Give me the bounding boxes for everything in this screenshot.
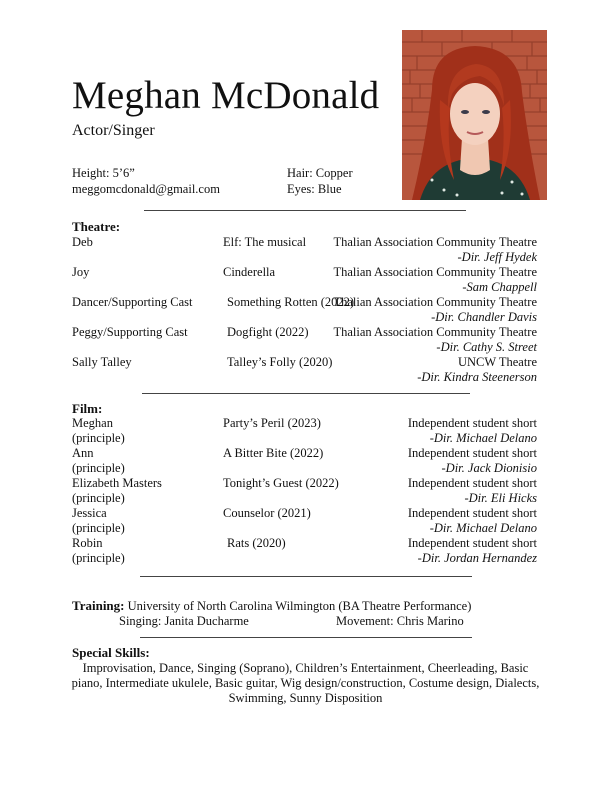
film-role-type: (principle): [72, 431, 125, 445]
theatre-company: Thalian Association Community Theatre: [333, 235, 537, 249]
film-director: -Dir. Michael Delano: [429, 521, 537, 535]
training-line: [72, 598, 471, 614]
theatre-show: Talley’s Folly (2020): [227, 355, 333, 369]
skills-line: piano, Intermediate ukulele, Basic guitar, Wig design/construction, Costume design, Dialects,: [71, 676, 540, 690]
film-company: Independent student short: [407, 446, 537, 460]
theatre-role: Dancer/Supporting Cast: [72, 295, 193, 309]
theatre-company: Thalian Association Community Theatre: [333, 325, 537, 339]
theatre-show: Something Rotten (2022): [227, 295, 355, 309]
film-company: Independent student short: [407, 536, 537, 550]
theatre-role: Sally Talley: [72, 355, 132, 369]
email-text: meggomcdonald@gmail.com: [72, 182, 220, 196]
film-role: Meghan: [72, 416, 113, 430]
film-role: Elizabeth Masters: [72, 476, 162, 490]
film-director: -Dir. Jack Dionisio: [441, 461, 537, 475]
film-title: Party’s Peril (2023): [223, 416, 321, 430]
training-movement: Movement: Chris Marino: [336, 614, 464, 628]
film-company: Independent student short: [407, 416, 537, 430]
film-company: Independent student short: [407, 506, 537, 520]
theatre-director: -Sam Chappell: [462, 280, 537, 294]
theatre-director: -Dir. Kindra Steenerson: [417, 370, 537, 384]
skills-line: Improvisation, Dance, Singing (Soprano), Children’s Entertainment, Cheerleading, Basic: [82, 661, 529, 675]
theatre-role: Peggy/Supporting Cast: [72, 325, 188, 339]
film-heading: Film:: [72, 401, 103, 416]
film-title: Tonight’s Guest (2022): [223, 476, 339, 490]
theatre-show: Elf: The musical: [223, 235, 307, 249]
film-title: Rats (2020): [227, 536, 286, 550]
film-role-type: (principle): [72, 551, 125, 565]
film-director: -Dir. Jordan Hernandez: [417, 551, 537, 565]
training-heading: Training:: [72, 598, 125, 613]
film-role: Ann: [72, 446, 94, 460]
film-role: Robin: [72, 536, 103, 550]
training-singing: Singing: Janita Ducharme: [119, 614, 249, 628]
divider-film: [140, 576, 472, 577]
divider-training: [140, 637, 472, 638]
film-role: Jessica: [72, 506, 107, 520]
headshot-photo: [402, 30, 547, 200]
film-role-type: (principle): [72, 491, 125, 505]
divider-theatre: [142, 393, 470, 394]
actor-subtitle: Actor/Singer: [72, 122, 155, 139]
theatre-director: -Dir. Cathy S. Street: [436, 340, 537, 354]
theatre-show: Cinderella: [223, 265, 276, 279]
eyes-stat: Eyes: Blue: [287, 182, 342, 196]
theatre-director: -Dir. Chandler Davis: [431, 310, 537, 324]
film-title: A Bitter Bite (2022): [223, 446, 324, 460]
theatre-director: -Dir. Jeff Hydek: [457, 250, 537, 264]
film-director: -Dir. Eli Hicks: [464, 491, 537, 505]
skills-heading: Special Skills:: [72, 645, 150, 660]
actor-name: Meghan McDonald: [72, 74, 380, 117]
theatre-company: UNCW Theatre: [457, 355, 537, 369]
theatre-heading: Theatre:: [72, 219, 121, 234]
divider-header: [144, 210, 466, 211]
height-stat: Height: 5’6”: [72, 166, 135, 180]
theatre-role: Deb: [72, 235, 93, 249]
theatre-show: Dogfight (2022): [227, 325, 309, 339]
theatre-role: Joy: [72, 265, 90, 279]
skills-line: Swimming, Sunny Disposition: [228, 691, 383, 705]
training-school: University of North Carolina Wilmington (BA Theatre Performance): [127, 599, 472, 613]
theatre-company: Thalian Association Community Theatre: [333, 295, 537, 309]
film-role-type: (principle): [72, 521, 125, 535]
film-company: Independent student short: [407, 476, 537, 490]
film-title: Counselor (2021): [223, 506, 311, 520]
theatre-company: Thalian Association Community Theatre: [333, 265, 537, 279]
film-role-type: (principle): [72, 461, 125, 475]
film-director: -Dir. Michael Delano: [429, 431, 537, 445]
hair-stat: Hair: Copper: [287, 166, 353, 180]
